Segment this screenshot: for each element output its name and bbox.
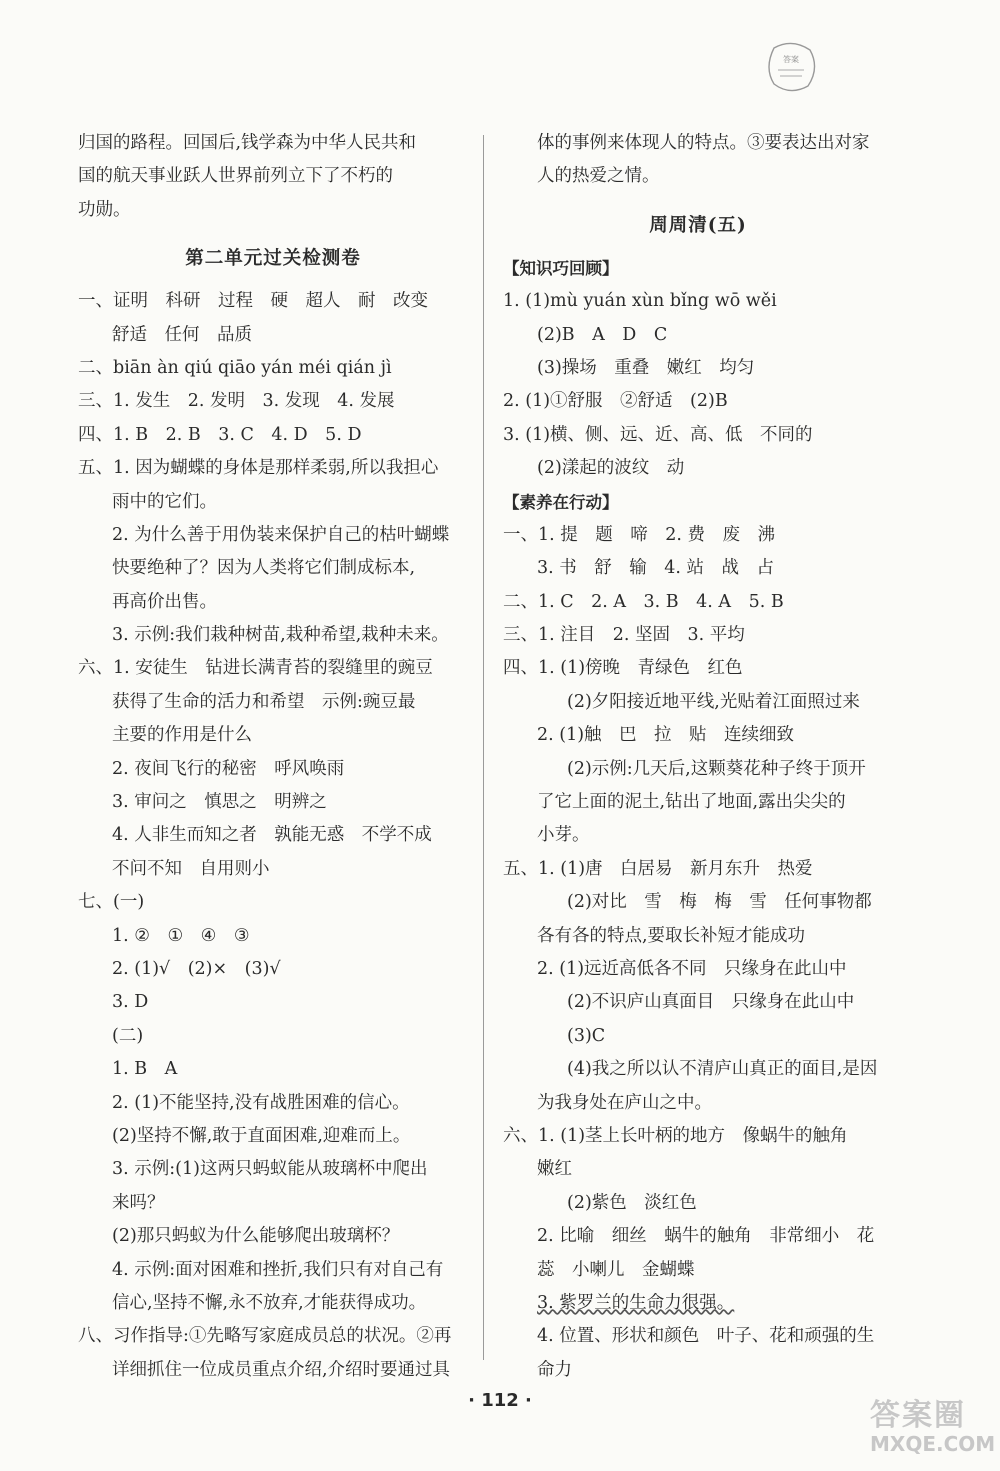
watermark-site: MXQE.COM <box>870 1432 996 1456</box>
answer-line: (2)坚持不懈,敢于直面困难,迎难而上。 <box>112 1125 411 1146</box>
answer-line: (2)紫色 淡红色 <box>567 1192 697 1213</box>
answer-line: 3. (1)横、侧、远、近、高、低 不同的 <box>503 424 813 445</box>
answer-line: 舒适 任何 品质 <box>112 324 252 345</box>
answer-line: (2)那只蚂蚁为什么能够爬出玻璃杯？ <box>112 1226 400 1247</box>
answer-line: (2)不识庐山真面目 只缘身在此山中 <box>567 992 855 1013</box>
answer-line: 三、1. 发生 2. 发明 3. 发现 4. 发展 <box>78 391 395 412</box>
subsection-heading: 【知识巧回顾】 <box>503 258 619 278</box>
answer-line: 人的热爱之情。 <box>537 166 660 187</box>
answer-line: 雨中的它们。 <box>112 491 217 512</box>
answer-line: 再高价出售。 <box>112 591 217 612</box>
answer-line: 六、1. (1)茎上长叶柄的地方 像蜗牛的触角 <box>503 1125 848 1146</box>
answer-line: 2. (1)触 巴 拉 贴 连续细致 <box>537 725 795 746</box>
answer-line: 详细抓住一位成员重点介绍,介绍时要通过具 <box>112 1359 451 1380</box>
answer-line: 为我身处在庐山之中。 <box>537 1092 712 1113</box>
answer-line: (4)我之所以认不清庐山真正的面目,是因 <box>567 1059 878 1080</box>
answer-line: 1. (1)mù yuán xùn bǐng wō wěi <box>503 291 777 312</box>
answer-line: 主要的作用是什么 <box>112 725 252 746</box>
answer-line: 1. B A <box>112 1059 178 1080</box>
answer-line: (3)操场 重叠 嫩红 均匀 <box>537 357 755 378</box>
answer-line: 了它上面的泥土,钻出了地面,露出尖尖的 <box>537 792 846 813</box>
answer-line: 八、习作指导:①先略写家庭成员总的状况。②再 <box>78 1326 452 1347</box>
answer-line: 3. 紫罗兰的生命力很强。 <box>537 1292 735 1313</box>
column-divider <box>483 135 484 1360</box>
answer-line: 各有各的特点,要取长补短才能成功 <box>537 925 806 946</box>
answer-line: 快要绝种了？因为人类将它们制成标本, <box>112 558 416 579</box>
answer-line: 五、1. 因为蝴蝶的身体是那样柔弱,所以我担心 <box>78 458 439 479</box>
answer-line: 3. D <box>112 992 149 1013</box>
answer-line: 获得了生命的活力和希望 示例:豌豆最 <box>112 691 416 712</box>
subsection-heading: 【素养在行动】 <box>503 492 619 512</box>
answer-line: (2)对比 雪 梅 梅 雪 任何事物都 <box>567 892 872 913</box>
answer-line: 4. 位置、形状和颜色 叶子、花和顽强的生 <box>537 1326 875 1347</box>
answer-line: (3)C <box>567 1025 606 1046</box>
answer-line: 2. (1)√ (2)× (3)√ <box>112 958 281 979</box>
answer-line: 七、(一) <box>78 892 145 913</box>
answer-line: (2)夕阳接近地平线,光贴着江面照过来 <box>567 691 860 712</box>
watermark-logo <box>870 1390 995 1456</box>
answer-line: 一、证明 科研 过程 硬 超人 耐 改变 <box>78 291 428 312</box>
answer-line: 三、1. 注目 2. 坚固 3. 平均 <box>503 625 745 646</box>
answer-line: 4. 人非生而知之者 孰能无惑 不学不成 <box>112 825 432 846</box>
answer-line: 小芽。 <box>537 825 590 846</box>
answer-line: (2)示例:几天后,这颗葵花种子终于顶开 <box>567 758 866 779</box>
answer-line: 嫩红 <box>537 1159 572 1180</box>
answer-line: 2. 比喻 细丝 蜗牛的触角 非常细小 花 <box>537 1226 875 1247</box>
answer-line: 一、1. 提 题 啼 2. 费 废 沸 <box>503 524 776 545</box>
section-title: 周周清(五) <box>649 214 747 236</box>
answer-line: 2. (1)①舒服 ②舒适 (2)B <box>503 391 728 412</box>
answer-line: 二、1. C 2. A 3. B 4. A 5. B <box>503 591 784 612</box>
watermark-logo-text: 答案圈 <box>870 1398 966 1433</box>
answer-line: 体的事例来体现人的特点。③要表达出对家 <box>537 133 870 153</box>
page-number: · 112 · <box>468 1390 532 1411</box>
answer-line: 4. 示例:面对困难和挫折,我们只有对自己有 <box>112 1259 444 1280</box>
answer-line: 蕊 小喇儿 金蝴蝶 <box>537 1259 695 1280</box>
answer-line: 功勋。 <box>78 199 131 220</box>
answer-line: (二) <box>112 1025 144 1046</box>
stamp-seal <box>762 38 820 96</box>
answer-line: 3. 示例:(1)这两只蚂蚁能从玻璃杯中爬出 <box>112 1159 428 1180</box>
answer-line: 国的航天事业跃人世界前列立下了不朽的 <box>78 166 393 187</box>
answer-line: 2. (1)不能坚持,没有战胜困难的信心。 <box>112 1092 410 1113</box>
left-column <box>78 127 468 1387</box>
answer-line: 五、1. (1)唐 白居易 新月东升 热爱 <box>503 858 813 879</box>
svg-text:答案: 答案 <box>783 55 799 64</box>
answer-line: (2)B A D C <box>537 324 668 345</box>
answer-line: 3. 书 舒 输 4. 站 战 占 <box>537 558 775 579</box>
answer-line: 不问不知 自用则小 <box>112 858 270 879</box>
answer-line: 2. 为什么善于用伪装来保护自己的枯叶蝴蝶 <box>112 524 450 545</box>
answer-line: 信心,坚持不懈,永不放弃,才能获得成功。 <box>112 1292 427 1313</box>
answer-line: 3. 示例:我们栽种树苗,栽种希望,栽种未来。 <box>112 625 449 646</box>
answer-line: 3. 审问之 慎思之 明辨之 <box>112 792 327 813</box>
answer-line: 来吗？ <box>112 1192 165 1213</box>
answer-line: 命力 <box>537 1359 572 1380</box>
section-title: 第二单元过关检测卷 <box>185 248 361 270</box>
answer-line: 2. (1)远近高低各不同 只缘身在此山中 <box>537 958 847 979</box>
answer-line: 1. ② ① ④ ③ <box>112 925 250 946</box>
answer-line: 六、1. 安徒生 钻进长满青苔的裂缝里的豌豆 <box>78 658 433 679</box>
answer-line: (2)漾起的波纹 动 <box>537 458 685 479</box>
answer-line: 二、biān àn qiú qiāo yán méi qián jì <box>78 357 392 378</box>
answer-line: 四、1. B 2. B 3. C 4. D 5. D <box>78 424 362 445</box>
answer-line: 归国的路程。回国后,钱学森为中华人民共和 <box>78 133 417 153</box>
answer-line: 2. 夜间飞行的秘密 呼风唤雨 <box>112 758 345 779</box>
answer-line: 四、1. (1)傍晚 青绿色 红色 <box>503 658 743 679</box>
right-column <box>503 127 893 1387</box>
